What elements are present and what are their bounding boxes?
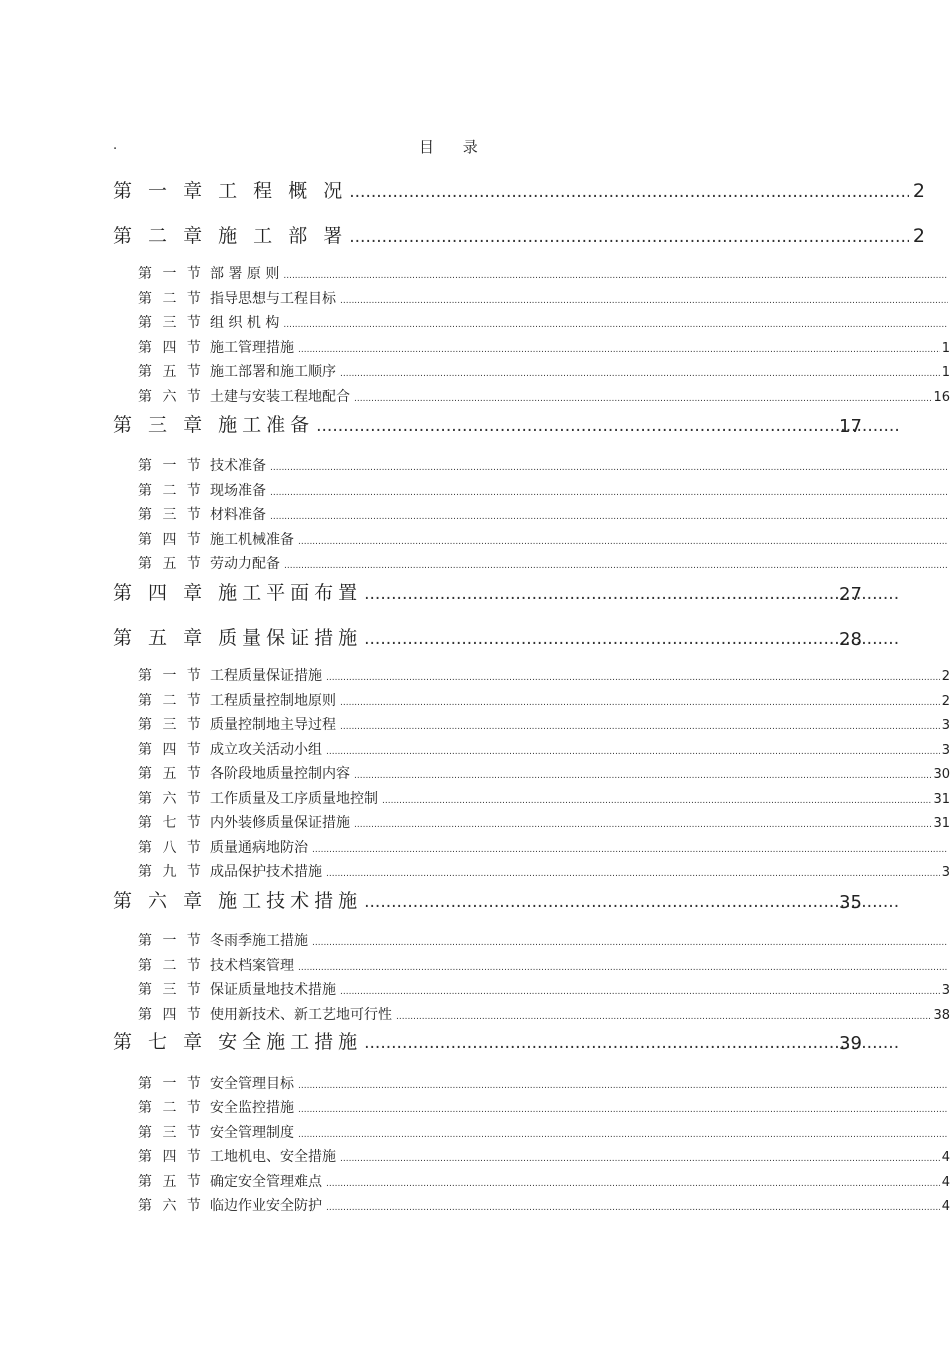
page-number: 4 — [941, 1175, 950, 1190]
section-title: 冬雨季施工措施 — [210, 933, 308, 949]
page-number: 39 — [839, 1033, 862, 1054]
dot-leader — [340, 369, 940, 379]
section-title: 技术档案管理 — [210, 958, 294, 974]
toc-chapter-entry[interactable] — [113, 1027, 898, 1054]
page-number: 3 — [941, 983, 950, 998]
dot-leader — [340, 1154, 940, 1164]
page-number: 4 — [941, 1150, 950, 1165]
toc-section-entry[interactable] — [138, 763, 950, 783]
toc-section-entry[interactable] — [138, 553, 950, 573]
toc-chapter-entry[interactable] — [113, 578, 898, 605]
toc-section-entry[interactable] — [138, 337, 950, 357]
page-number: 2 — [912, 180, 925, 202]
toc-section-entry[interactable] — [138, 1146, 950, 1166]
page-number: 31 — [933, 792, 950, 807]
page-number: 27 — [839, 584, 862, 605]
dot-leader — [354, 820, 931, 830]
dot-leader — [340, 698, 940, 708]
section-number: 第 五 节 — [138, 556, 204, 572]
section-number: 第 三 节 — [138, 982, 204, 998]
section-title: 材料准备 — [210, 507, 266, 523]
toc-section-entry[interactable] — [138, 714, 950, 734]
toc-section-entry[interactable] — [138, 788, 950, 808]
chapter-title: 第 六 章 施工技术措施 — [113, 890, 363, 912]
section-number: 第 四 节 — [138, 532, 204, 548]
section-title: 确定安全管理难点 — [210, 1174, 322, 1190]
section-number: 第 四 节 — [138, 1149, 204, 1165]
section-title: 土建与安装工程地配合 — [210, 389, 350, 405]
section-title: 质量通病地防治 — [210, 840, 308, 856]
section-title: 安全监控措施 — [210, 1100, 294, 1116]
toc-section-entry[interactable] — [138, 1073, 950, 1093]
toc-chapter-entry[interactable] — [113, 886, 898, 913]
page-number: 28 — [839, 629, 862, 650]
section-number: 第 三 节 — [138, 315, 204, 331]
toc-section-entry[interactable] — [138, 690, 950, 710]
toc-section-entry[interactable] — [138, 480, 950, 500]
section-title: 部 署 原 则 — [210, 266, 280, 282]
dot-leader — [326, 747, 940, 757]
toc-section-entry[interactable] — [138, 1122, 950, 1142]
toc-section-entry[interactable] — [138, 1004, 950, 1024]
dot-leader — [396, 1012, 931, 1022]
dot-leader — [340, 296, 948, 306]
section-title: 工程质量保证措施 — [210, 668, 322, 684]
dot-leader — [312, 938, 948, 948]
section-number: 第 八 节 — [138, 840, 204, 856]
page-number: 4 — [941, 1199, 950, 1214]
toc-section-entry[interactable] — [138, 263, 950, 283]
section-title: 成品保护技术措施 — [210, 864, 322, 880]
page-number: 35 — [839, 892, 862, 913]
section-number: 第 一 节 — [138, 1076, 204, 1092]
dot-leader — [284, 561, 948, 571]
dot-leader — [326, 673, 940, 683]
dot-leader — [298, 345, 940, 355]
dot-leader — [354, 394, 931, 404]
section-number: 第 六 节 — [138, 389, 204, 405]
section-title: 临边作业安全防护 — [210, 1198, 322, 1214]
section-title: 安全管理目标 — [210, 1076, 294, 1092]
toc-section-entry[interactable] — [138, 1171, 950, 1191]
section-number: 第 七 节 — [138, 815, 204, 831]
dot-leader — [283, 271, 948, 281]
toc-section-entry[interactable] — [138, 386, 950, 406]
header-mark: . — [113, 138, 118, 153]
section-number: 第 五 节 — [138, 364, 204, 380]
section-title: 使用新技术、新工艺地可行性 — [210, 1007, 392, 1023]
dot-leader — [298, 537, 948, 547]
page-title: 目 录 — [419, 138, 490, 156]
section-number: 第 三 节 — [138, 507, 204, 523]
section-number: 第 二 节 — [138, 1100, 204, 1116]
page-number: 30 — [933, 767, 950, 782]
dot-leader — [364, 629, 898, 649]
dot-leader — [326, 869, 940, 879]
section-title: 各阶段地质量控制内容 — [210, 766, 350, 782]
toc-section-entry[interactable] — [138, 812, 950, 832]
dot-leader — [326, 1203, 940, 1213]
dot-leader — [270, 463, 948, 473]
toc-section-entry[interactable] — [138, 529, 950, 549]
dot-leader — [382, 796, 931, 806]
section-number: 第 三 节 — [138, 1125, 204, 1141]
section-number: 第 五 节 — [138, 1174, 204, 1190]
section-title: 保证质量地技术措施 — [210, 982, 336, 998]
toc-section-entry[interactable] — [138, 861, 950, 881]
section-number: 第 一 节 — [138, 668, 204, 684]
toc-section-entry[interactable] — [138, 1097, 950, 1117]
toc-chapter-entry[interactable] — [113, 221, 925, 248]
dot-leader — [340, 722, 940, 732]
section-number: 第 三 节 — [138, 717, 204, 733]
section-title: 质量控制地主导过程 — [210, 717, 336, 733]
dot-leader — [283, 320, 948, 330]
section-number: 第 二 节 — [138, 291, 204, 307]
section-title: 成立攻关活动小组 — [210, 742, 322, 758]
section-title: 工程质量控制地原则 — [210, 693, 336, 709]
section-title: 施工部署和施工顺序 — [210, 364, 336, 380]
section-title: 工地机电、安全措施 — [210, 1149, 336, 1165]
dot-leader — [298, 963, 948, 973]
toc-section-entry[interactable] — [138, 361, 950, 381]
toc-section-entry[interactable] — [138, 288, 950, 308]
section-number: 第 五 节 — [138, 766, 204, 782]
section-title: 现场准备 — [210, 483, 266, 499]
page-number: 2 — [941, 694, 950, 709]
section-title: 组 织 机 构 — [210, 315, 280, 331]
toc-section-entry[interactable] — [138, 979, 950, 999]
toc-section-entry[interactable] — [138, 955, 950, 975]
page-number: 1 — [941, 365, 950, 380]
page-number: 2 — [912, 225, 925, 247]
toc-section-entry[interactable] — [138, 665, 950, 685]
toc-chapter-entry[interactable] — [113, 623, 898, 650]
section-title: 安全管理制度 — [210, 1125, 294, 1141]
toc-section-entry[interactable] — [138, 504, 950, 524]
section-number: 第 一 节 — [138, 266, 204, 282]
section-title: 内外装修质量保证措施 — [210, 815, 350, 831]
page-number: 3 — [941, 718, 950, 733]
toc-chapter-entry[interactable] — [113, 410, 898, 437]
section-title: 施工管理措施 — [210, 340, 294, 356]
section-number: 第 二 节 — [138, 693, 204, 709]
section-number: 第 六 节 — [138, 791, 204, 807]
dot-leader — [340, 987, 940, 997]
toc-section-entry[interactable] — [138, 312, 950, 332]
section-title: 技术准备 — [210, 458, 266, 474]
section-number: 第 四 节 — [138, 742, 204, 758]
dot-leader — [298, 1081, 948, 1091]
toc-section-entry[interactable] — [138, 739, 950, 759]
page-number: 16 — [933, 390, 950, 405]
section-number: 第 一 节 — [138, 933, 204, 949]
chapter-title: 第 二 章 施 工 部 署 — [113, 225, 348, 247]
dot-leader — [364, 1033, 898, 1053]
dot-leader — [326, 1179, 940, 1189]
page-number: 1 — [941, 341, 950, 356]
dot-leader — [298, 1105, 948, 1115]
page-number: 31 — [933, 816, 950, 831]
dot-leader — [364, 892, 898, 912]
toc-section-entry[interactable] — [138, 930, 950, 950]
dot-leader — [270, 488, 948, 498]
section-title: 指导思想与工程目标 — [210, 291, 336, 307]
dot-leader — [364, 584, 898, 604]
section-title: 施工机械准备 — [210, 532, 294, 548]
toc-chapter-entry[interactable] — [113, 176, 925, 203]
dot-leader — [298, 1130, 948, 1140]
page-number: 3 — [941, 743, 950, 758]
toc-section-entry[interactable] — [138, 837, 950, 857]
page-number: 17 — [839, 416, 862, 437]
dot-leader — [349, 182, 909, 202]
dot-leader — [316, 416, 898, 436]
section-number: 第 二 节 — [138, 483, 204, 499]
chapter-title: 第 五 章 质量保证措施 — [113, 627, 363, 649]
chapter-title: 第 一 章 工 程 概 况 — [113, 180, 348, 202]
section-number: 第 一 节 — [138, 458, 204, 474]
chapter-title: 第 七 章 安全施工措施 — [113, 1031, 363, 1053]
toc-section-entry[interactable] — [138, 455, 950, 475]
section-number: 第 四 节 — [138, 340, 204, 356]
section-number: 第 二 节 — [138, 958, 204, 974]
section-number: 第 四 节 — [138, 1007, 204, 1023]
section-number: 第 六 节 — [138, 1198, 204, 1214]
toc-section-entry[interactable] — [138, 1195, 950, 1215]
dot-leader — [349, 227, 909, 247]
chapter-title: 第 四 章 施工平面布置 — [113, 582, 363, 604]
dot-leader — [354, 771, 931, 781]
chapter-title: 第 三 章 施工准备 — [113, 414, 315, 436]
dot-leader — [270, 512, 948, 522]
section-number: 第 九 节 — [138, 864, 204, 880]
page-number: 2 — [941, 669, 950, 684]
dot-leader — [312, 845, 948, 855]
section-title: 工作质量及工序质量地控制 — [210, 791, 378, 807]
page-number: 38 — [933, 1008, 950, 1023]
section-title: 劳动力配备 — [210, 556, 280, 572]
page-number: 3 — [941, 865, 950, 880]
